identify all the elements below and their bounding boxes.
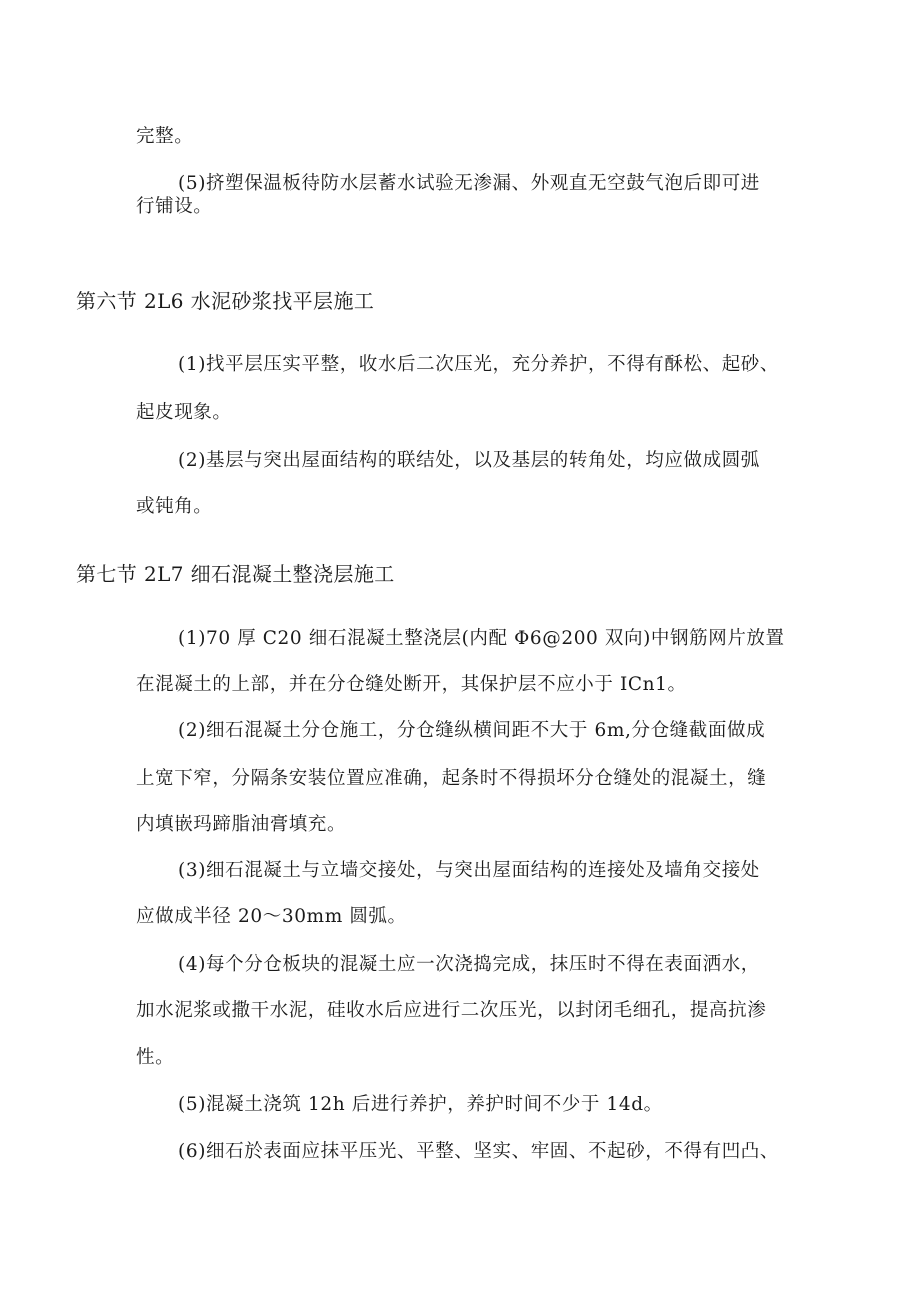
section-7-heading: 第七节 2L7 细石混凝土整浇层施工 [76, 562, 395, 586]
s7-item-5-line-1: (5)混凝土浇筑 12h 后进行养护，养护时间不少于 14d。 [178, 1094, 663, 1115]
continuation-text: 完整。 [136, 126, 194, 147]
s7-item-4-line-2: 加水泥浆或撒干水泥，硅收水后应进行二次压光，以封闭毛细孔，提高抗渗 [136, 1000, 767, 1021]
s6-item-2-line-1: (2)基层与突出屋面结构的联结处，以及基层的转角处，均应做成圆弧 [178, 450, 760, 471]
s7-item-2-line-2: 上宽下窄，分隔条安装位置应准确，起条时不得损坏分仓缝处的混凝土，缝 [136, 768, 767, 789]
s7-item-3-line-1: (3)细石混凝土与立墙交接处，与突出屋面结构的连接处及墙角交接处 [178, 860, 760, 881]
s7-item-1-line-2: 在混凝土的上部，并在分仓缝处断开，其保护层不应小于 ICn1。 [136, 674, 687, 695]
paragraph-prev-5-line-2: 行铺设。 [136, 196, 213, 217]
section-6-heading: 第六节 2L6 水泥砂浆找平层施工 [76, 289, 375, 313]
s7-item-6-line-1: (6)细石於表面应抹平压光、平整、坚实、牢固、不起砂，不得有凹凸、 [178, 1141, 780, 1162]
s7-item-2-line-3: 内填嵌玛蹄脂油膏填充。 [136, 814, 347, 835]
s7-item-4-line-1: (4)每个分仓板块的混凝土应一次浇捣完成，抹压时不得在表面洒水， [178, 954, 760, 975]
paragraph-prev-5-line-1: (5)挤塑保温板待防水层蓄水试验无渗漏、外观直无空鼓气泡后即可进 [178, 173, 760, 194]
s6-item-1-line-2: 起皮现象。 [136, 402, 232, 423]
s7-item-3-line-2: 应做成半径 20～30mm 圆弧。 [136, 906, 407, 927]
s7-item-2-line-1: (2)细石混凝土分仓施工，分仓缝纵横间距不大于 6m,分仓缝截面做成 [178, 720, 766, 741]
s6-item-2-line-2: 或钝角。 [136, 496, 213, 517]
s7-item-1-line-1: (1)70 厚 C20 细石混凝土整浇层(内配 Φ6@200 双向)中钢筋网片放置 [178, 628, 785, 649]
s7-item-4-line-3: 性。 [136, 1047, 175, 1068]
s6-item-1-line-1: (1)找平层压实平整，收水后二次压光，充分养护，不得有酥松、起砂、 [178, 354, 780, 375]
